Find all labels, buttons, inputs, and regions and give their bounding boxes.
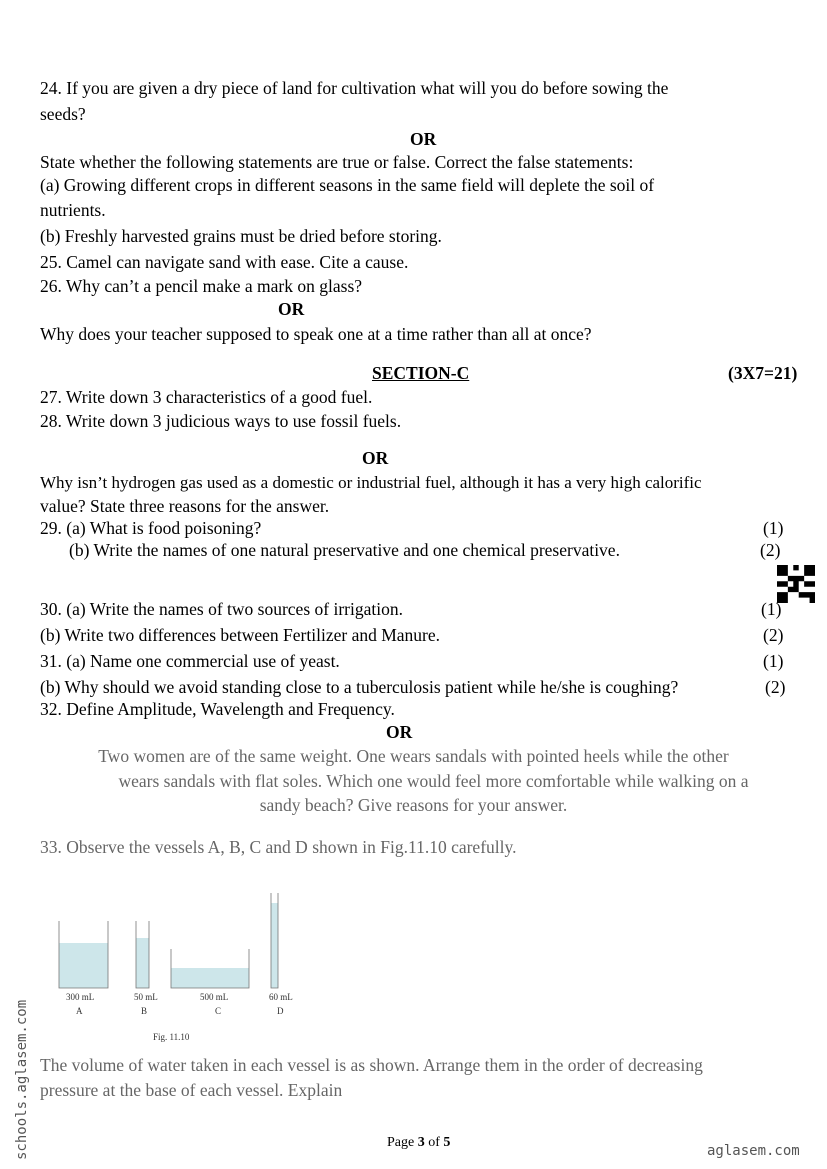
vessels-drawing	[40, 885, 320, 1045]
q32-or-line3: sandy beach? Give reasons for your answer.	[259, 795, 568, 815]
q26: 26. Why can’t a pencil make a mark on glass?	[40, 276, 363, 296]
q28-or-line2: value? State three reasons for the answer.	[40, 496, 330, 516]
vessel-c-label: C	[215, 1006, 222, 1016]
vessel-b-volume: 50 mL	[134, 992, 158, 1002]
vessel-a-label: A	[76, 1006, 83, 1016]
vessel-c-volume: 500 mL	[200, 992, 229, 1002]
vessel-a-volume: 300 mL	[66, 992, 95, 1002]
q24-or-line4: (b) Freshly harvested grains must be dried before storing.	[40, 226, 442, 246]
q32: 32. Define Amplitude, Wavelength and Frequency.	[40, 699, 395, 719]
q31a: 31. (a) Name one commercial use of yeast.	[40, 651, 340, 671]
or-label: OR	[362, 448, 389, 468]
q33: 33. Observe the vessels A, B, C and D shown in Fig.11.10 carefully.	[40, 837, 517, 857]
figure-caption: Fig. 11.10	[153, 1032, 190, 1042]
vessel-b-label: B	[141, 1006, 148, 1016]
q32-or-line2: wears sandals with flat soles. Which one would feel more comfortable while walking on a	[118, 771, 749, 791]
q29b: (b) Write the names of one natural preservative and one chemical preservative.	[69, 540, 620, 560]
q32-or-line1: Two women are of the same weight. One wears sandals with pointed heels while the other	[98, 746, 729, 766]
q24-or-line2: (a) Growing different crops in different seasons in the same field will deplete the soil of	[40, 175, 655, 195]
q29a: 29. (a) What is food poisoning?	[40, 518, 262, 538]
q24-or-line3: nutrients.	[40, 200, 106, 220]
marks: (1)	[763, 518, 784, 538]
q27: 27. Write down 3 characteristics of a good fuel.	[40, 387, 373, 407]
marks: (1)	[763, 651, 784, 671]
marks: (2)	[760, 540, 781, 560]
q28: 28. Write down 3 judicious ways to use fossil fuels.	[40, 411, 402, 431]
figure-vessels	[40, 885, 320, 1045]
q26-or: Why does your teacher supposed to speak one at a time rather than all at once?	[40, 324, 592, 344]
q24-line2: seeds?	[40, 104, 86, 124]
q33-text-line2: pressure at the base of each vessel. Explain	[40, 1080, 343, 1100]
vessel-d-volume: 60 mL	[269, 992, 293, 1002]
or-label: OR	[410, 129, 437, 149]
q30a: 30. (a) Write the names of two sources of irrigation.	[40, 599, 403, 619]
section-marks: (3X7=21)	[728, 363, 798, 383]
q33-text-line1: The volume of water taken in each vessel is as shown. Arrange them in the order of decreasing	[40, 1055, 703, 1075]
corner-watermark: aglasem.com	[707, 1143, 800, 1159]
qr-code-icon	[777, 565, 815, 603]
marks: (1)	[761, 599, 782, 619]
q28-or-line1: Why isn’t hydrogen gas used as a domestic or industrial fuel, although it has a very high calorific	[40, 473, 702, 492]
page-prefix: Page	[387, 1135, 418, 1150]
q30b: (b) Write two differences between Fertilizer and Manure.	[40, 625, 441, 645]
page-of: of	[424, 1135, 444, 1150]
section-title: SECTION-C	[372, 363, 470, 383]
marks: (2)	[765, 677, 786, 697]
or-label: OR	[386, 722, 413, 742]
vessel-d-label: D	[277, 1006, 284, 1016]
side-watermark: schools.aglasem.com	[14, 999, 30, 1160]
page-number	[387, 1135, 450, 1151]
or-label: OR	[278, 299, 305, 319]
q24-line1: 24. If you are given a dry piece of land for cultivation what will you do before sowing the	[40, 78, 669, 98]
q24-or-line1: State whether the following statements are true or false. Correct the false statements:	[40, 152, 634, 172]
total-pages: 5	[443, 1135, 451, 1150]
current-page: 3	[417, 1135, 425, 1150]
q31b: (b) Why should we avoid standing close to a tuberculosis patient while he/she is coughing?	[40, 677, 679, 697]
marks: (2)	[763, 625, 784, 645]
q25: 25. Camel can navigate sand with ease. Cite a cause.	[40, 252, 409, 272]
